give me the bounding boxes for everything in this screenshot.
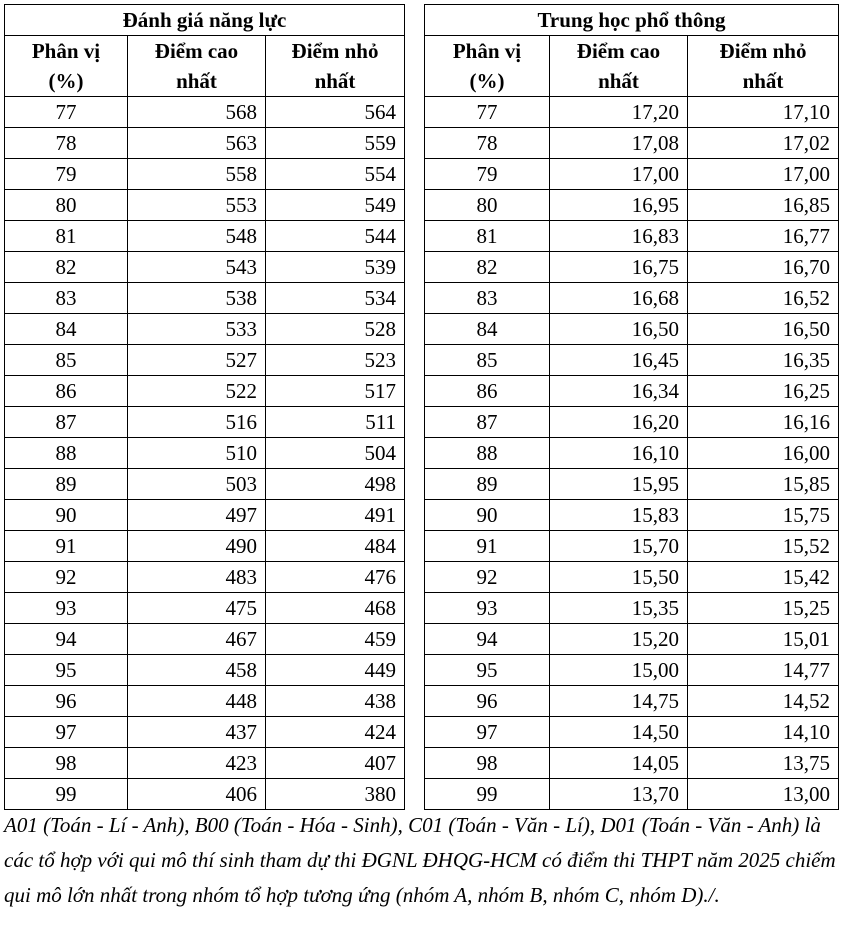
percentile-cell: 94	[425, 624, 550, 655]
percentile-cell: 92	[425, 562, 550, 593]
table-row	[5, 283, 405, 314]
min-score-cell: 17,00	[688, 159, 839, 190]
table-row	[5, 531, 405, 562]
min-score-cell: 16,16	[688, 407, 839, 438]
max-score-cell: 16,68	[550, 283, 688, 314]
dgnl-percentile-header: Phân vị (%)	[5, 36, 128, 97]
max-score-cell: 16,10	[550, 438, 688, 469]
percentile-cell: 78	[425, 128, 550, 159]
max-score-cell: 15,00	[550, 655, 688, 686]
table-row	[425, 97, 839, 128]
percentile-cell: 97	[5, 717, 128, 748]
min-score-cell: 459	[266, 624, 405, 655]
percentile-cell: 95	[425, 655, 550, 686]
min-score-cell: 14,10	[688, 717, 839, 748]
percentile-cell: 85	[425, 345, 550, 376]
thpt-min-score-header: Điểm nhỏ nhất	[688, 36, 839, 97]
dgnl-table	[4, 4, 405, 810]
max-score-cell: 497	[128, 500, 266, 531]
min-score-cell: 544	[266, 221, 405, 252]
table-row	[425, 128, 839, 159]
min-score-cell: 15,25	[688, 593, 839, 624]
max-score-cell: 16,45	[550, 345, 688, 376]
percentile-cell: 78	[5, 128, 128, 159]
min-score-cell: 13,00	[688, 779, 839, 810]
max-score-cell: 15,95	[550, 469, 688, 500]
max-score-cell: 437	[128, 717, 266, 748]
table-row	[5, 500, 405, 531]
min-score-cell: 15,85	[688, 469, 839, 500]
max-score-cell: 563	[128, 128, 266, 159]
min-score-cell: 523	[266, 345, 405, 376]
footnote: A01 (Toán - Lí - Anh), B00 (Toán - Hóa - Sinh), C01 (Toán - Văn - Lí), D01 (Toán - Văn - Anh) là các tổ hợp với qui mô thí sinh tham dự thi ĐGNL ĐHQG-HCM có điểm thi THPT năm 2025 chiếm qui mô lớn nhất trong nhóm tổ hợp tương ứng (nhóm A, nhóm B, nhóm C, nhóm D)./.	[4, 813, 836, 907]
percentile-cell: 97	[425, 717, 550, 748]
percentile-cell: 83	[425, 283, 550, 314]
percentile-cell: 86	[5, 376, 128, 407]
max-score-cell: 16,20	[550, 407, 688, 438]
max-score-cell: 527	[128, 345, 266, 376]
min-score-cell: 468	[266, 593, 405, 624]
max-score-cell: 510	[128, 438, 266, 469]
dgnl-min-score-header: Điểm nhỏ nhất	[266, 36, 405, 97]
percentile-cell: 80	[5, 190, 128, 221]
max-score-cell: 516	[128, 407, 266, 438]
max-score-cell: 17,08	[550, 128, 688, 159]
percentile-cell: 91	[425, 531, 550, 562]
max-score-cell: 475	[128, 593, 266, 624]
table-row	[5, 128, 405, 159]
max-score-cell: 13,70	[550, 779, 688, 810]
percentile-cell: 79	[5, 159, 128, 190]
table-row	[425, 779, 839, 810]
table-row	[425, 655, 839, 686]
min-score-cell: 549	[266, 190, 405, 221]
min-score-cell: 16,77	[688, 221, 839, 252]
table-row	[5, 779, 405, 810]
dgnl-max-score-header: Điểm cao nhất	[128, 36, 266, 97]
min-score-cell: 528	[266, 314, 405, 345]
max-score-cell: 533	[128, 314, 266, 345]
thpt-table-body	[425, 97, 839, 810]
min-score-cell: 16,25	[688, 376, 839, 407]
table-row	[5, 655, 405, 686]
thpt-table	[424, 4, 839, 810]
max-score-cell: 14,05	[550, 748, 688, 779]
percentile-cell: 98	[425, 748, 550, 779]
min-score-cell: 534	[266, 283, 405, 314]
table-row	[425, 376, 839, 407]
percentile-cell: 91	[5, 531, 128, 562]
percentile-cell: 96	[5, 686, 128, 717]
table-row	[5, 469, 405, 500]
table-row	[425, 500, 839, 531]
table-row	[5, 717, 405, 748]
dgnl-table-title: Đánh giá năng lực	[5, 5, 405, 36]
min-score-cell: 17,10	[688, 97, 839, 128]
percentile-cell: 93	[5, 593, 128, 624]
percentile-cell: 79	[425, 159, 550, 190]
min-score-cell: 539	[266, 252, 405, 283]
table-row	[5, 748, 405, 779]
table-row	[425, 314, 839, 345]
percentile-cell: 81	[425, 221, 550, 252]
percentile-cell: 84	[425, 314, 550, 345]
max-score-cell: 448	[128, 686, 266, 717]
min-score-cell: 517	[266, 376, 405, 407]
max-score-cell: 14,50	[550, 717, 688, 748]
thpt-table-title: Trung học phổ thông	[425, 5, 839, 36]
percentile-cell: 95	[5, 655, 128, 686]
min-score-cell: 511	[266, 407, 405, 438]
max-score-cell: 467	[128, 624, 266, 655]
thpt-max-score-header: Điểm cao nhất	[550, 36, 688, 97]
thpt-percentile-header: Phân vị (%)	[425, 36, 550, 97]
percentile-cell: 92	[5, 562, 128, 593]
min-score-cell: 407	[266, 748, 405, 779]
max-score-cell: 483	[128, 562, 266, 593]
table-row	[5, 252, 405, 283]
min-score-cell: 380	[266, 779, 405, 810]
min-score-cell: 424	[266, 717, 405, 748]
min-score-cell: 491	[266, 500, 405, 531]
table-row	[425, 469, 839, 500]
table-row	[5, 345, 405, 376]
max-score-cell: 522	[128, 376, 266, 407]
table-row	[5, 97, 405, 128]
table-row	[5, 624, 405, 655]
table-row	[5, 686, 405, 717]
percentile-cell: 82	[425, 252, 550, 283]
min-score-cell: 16,50	[688, 314, 839, 345]
percentile-cell: 89	[425, 469, 550, 500]
table-row	[5, 159, 405, 190]
min-score-cell: 15,42	[688, 562, 839, 593]
table-row	[425, 686, 839, 717]
percentile-cell: 84	[5, 314, 128, 345]
max-score-cell: 406	[128, 779, 266, 810]
table-row	[425, 345, 839, 376]
max-score-cell: 15,20	[550, 624, 688, 655]
percentile-cell: 96	[425, 686, 550, 717]
table-row	[425, 593, 839, 624]
max-score-cell: 548	[128, 221, 266, 252]
max-score-cell: 568	[128, 97, 266, 128]
table-row	[5, 407, 405, 438]
min-score-cell: 476	[266, 562, 405, 593]
table-row	[425, 407, 839, 438]
min-score-cell: 14,77	[688, 655, 839, 686]
max-score-cell: 538	[128, 283, 266, 314]
min-score-cell: 17,02	[688, 128, 839, 159]
max-score-cell: 14,75	[550, 686, 688, 717]
min-score-cell: 16,70	[688, 252, 839, 283]
percentile-cell: 80	[425, 190, 550, 221]
min-score-cell: 15,75	[688, 500, 839, 531]
max-score-cell: 16,34	[550, 376, 688, 407]
percentile-cell: 94	[5, 624, 128, 655]
table-row	[425, 531, 839, 562]
percentile-cell: 77	[425, 97, 550, 128]
percentile-cell: 85	[5, 345, 128, 376]
min-score-cell: 484	[266, 531, 405, 562]
table-row	[425, 159, 839, 190]
max-score-cell: 15,50	[550, 562, 688, 593]
table-row	[5, 438, 405, 469]
max-score-cell: 17,20	[550, 97, 688, 128]
max-score-cell: 15,83	[550, 500, 688, 531]
table-row	[5, 562, 405, 593]
dgnl-table-body	[5, 97, 405, 810]
percentile-cell: 82	[5, 252, 128, 283]
percentile-cell: 81	[5, 221, 128, 252]
min-score-cell: 498	[266, 469, 405, 500]
min-score-cell: 13,75	[688, 748, 839, 779]
min-score-cell: 438	[266, 686, 405, 717]
max-score-cell: 458	[128, 655, 266, 686]
percentile-cell: 99	[5, 779, 128, 810]
max-score-cell: 16,83	[550, 221, 688, 252]
min-score-cell: 16,35	[688, 345, 839, 376]
min-score-cell: 554	[266, 159, 405, 190]
min-score-cell: 14,52	[688, 686, 839, 717]
table-row	[425, 283, 839, 314]
percentile-cell: 87	[5, 407, 128, 438]
percentile-cell: 87	[425, 407, 550, 438]
max-score-cell: 16,50	[550, 314, 688, 345]
percentile-cell: 88	[425, 438, 550, 469]
percentile-cell: 90	[5, 500, 128, 531]
max-score-cell: 15,70	[550, 531, 688, 562]
min-score-cell: 15,01	[688, 624, 839, 655]
percentile-cell: 93	[425, 593, 550, 624]
table-row	[425, 562, 839, 593]
min-score-cell: 16,85	[688, 190, 839, 221]
table-row	[5, 190, 405, 221]
table-row	[5, 376, 405, 407]
percentile-cell: 89	[5, 469, 128, 500]
max-score-cell: 558	[128, 159, 266, 190]
max-score-cell: 17,00	[550, 159, 688, 190]
max-score-cell: 16,95	[550, 190, 688, 221]
percentile-cell: 99	[425, 779, 550, 810]
percentile-cell: 86	[425, 376, 550, 407]
table-row	[425, 717, 839, 748]
table-row	[425, 438, 839, 469]
table-row	[5, 221, 405, 252]
table-row	[5, 314, 405, 345]
table-row	[425, 624, 839, 655]
max-score-cell: 490	[128, 531, 266, 562]
min-score-cell: 504	[266, 438, 405, 469]
max-score-cell: 543	[128, 252, 266, 283]
percentile-cell: 98	[5, 748, 128, 779]
min-score-cell: 16,00	[688, 438, 839, 469]
min-score-cell: 559	[266, 128, 405, 159]
min-score-cell: 564	[266, 97, 405, 128]
percentile-cell: 90	[425, 500, 550, 531]
max-score-cell: 15,35	[550, 593, 688, 624]
table-row	[425, 252, 839, 283]
max-score-cell: 423	[128, 748, 266, 779]
max-score-cell: 16,75	[550, 252, 688, 283]
percentile-cell: 83	[5, 283, 128, 314]
table-row	[5, 593, 405, 624]
percentile-cell: 88	[5, 438, 128, 469]
table-row	[425, 221, 839, 252]
min-score-cell: 449	[266, 655, 405, 686]
max-score-cell: 553	[128, 190, 266, 221]
percentile-cell: 77	[5, 97, 128, 128]
min-score-cell: 15,52	[688, 531, 839, 562]
max-score-cell: 503	[128, 469, 266, 500]
table-row	[425, 748, 839, 779]
min-score-cell: 16,52	[688, 283, 839, 314]
table-row	[425, 190, 839, 221]
